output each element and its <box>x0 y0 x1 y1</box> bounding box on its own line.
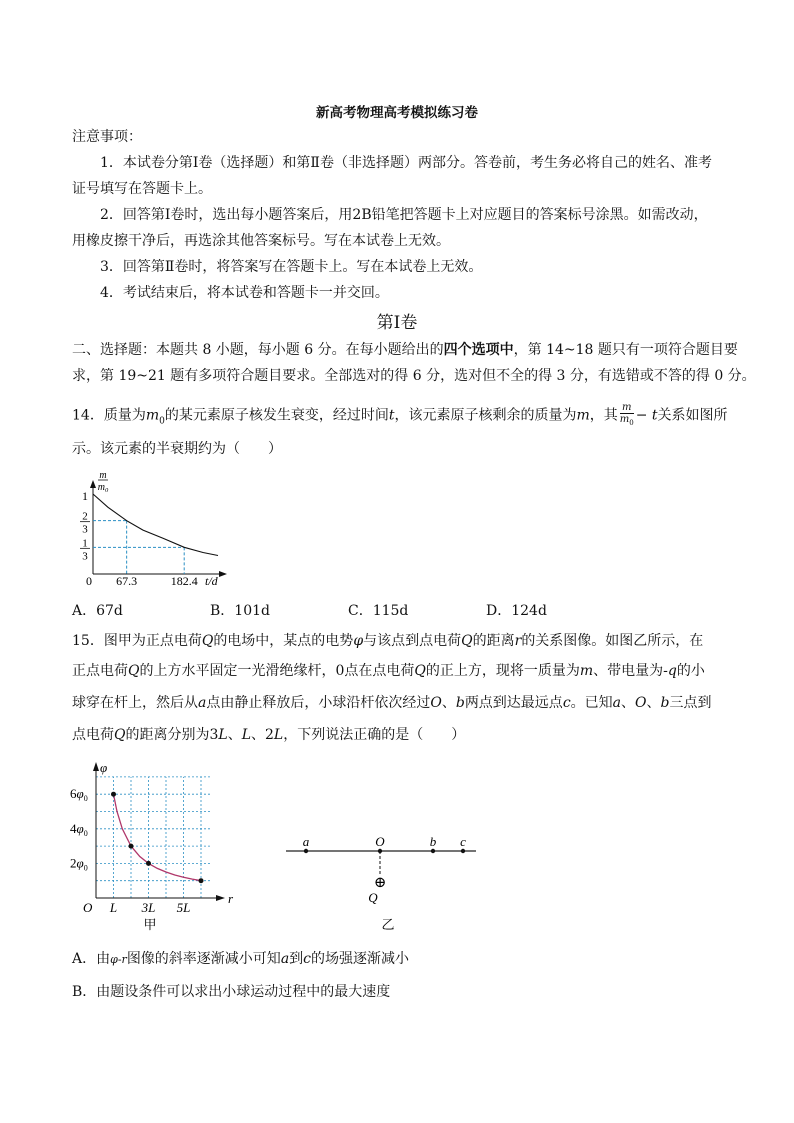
q15-optA-phi: φ <box>110 953 118 966</box>
q15-L: L <box>273 727 284 743</box>
notice-1b: 证号填写在答题卡上。 <box>72 181 212 197</box>
q15-a: a <box>198 695 207 711</box>
rod-point-label-b: b <box>429 834 437 849</box>
rod-point-label-c: c <box>460 834 466 849</box>
q15-option-b[interactable]: B．由题设条件可以求出小球运动过程中的最大速度 <box>72 984 391 1000</box>
y-tick-phi-1: φ <box>76 820 84 836</box>
q15-t3f: 、 <box>621 695 636 711</box>
q15-t3c: 、 <box>441 695 456 711</box>
q14-text-d: ，其 <box>589 407 618 424</box>
section-intro-bold: 四个选项中 <box>443 342 514 358</box>
origin-label: 0 <box>86 574 92 588</box>
q15-t1d: 的距离 <box>472 633 515 649</box>
q15-t2e: 的小 <box>676 663 705 679</box>
q15-t3b: 点由静止释放后，小球沿杆依次经过 <box>206 695 431 711</box>
q15-t2a: 正点电荷 <box>72 663 128 679</box>
y-tick-frac-1-3-num: 1 <box>82 537 88 550</box>
volume-title: 第Ⅰ卷 <box>376 313 418 333</box>
q14-m0-sub: 0 <box>159 416 165 427</box>
q15-t1b: 的电场中，某点的电势 <box>213 633 354 649</box>
q15-t4d: 、2 <box>251 727 274 743</box>
y-tick-coef-0: 6 <box>70 786 77 802</box>
q15-t4a: 点电荷 <box>72 727 114 743</box>
q14-stem-line2: 示。该元素的半衰期约为（ ） <box>72 441 282 457</box>
notice-1a: 1．本试卷分第Ⅰ卷（选择题）和第Ⅱ卷（非选择题）两部分。答卷前，考生务必将自己的姓名、准考 <box>100 155 712 171</box>
q14-text-c: ，该元素原子核剩余的质量为 <box>394 407 577 424</box>
notice-2b: 用橡皮擦干净后，再选涂其他答案标号。写在本试卷上无效。 <box>72 233 450 249</box>
q14-option-d[interactable]: D．124d <box>486 603 547 619</box>
q15-t3e: 。已知 <box>570 695 613 711</box>
y-tick-frac-2-3-den-main: 3 <box>82 523 88 536</box>
q15-O: O <box>635 695 647 711</box>
x-tick-label-2: 5L <box>176 900 191 915</box>
q15-Q: Q <box>201 633 214 649</box>
figure-caption-yi: 乙 <box>381 917 395 932</box>
q15-optA-d: 的场强逐渐减小 <box>311 951 410 967</box>
rod-point-label-O: O <box>375 834 385 849</box>
q14-m0: m <box>145 407 160 424</box>
q15-optA-c-var: c <box>303 951 312 967</box>
q14-dash-t: − t <box>635 407 658 424</box>
origin-label: O <box>83 900 93 915</box>
q15-Q: Q <box>461 633 473 649</box>
x-tick-label-0: L <box>109 900 118 915</box>
q15-t2b: 的上方水平固定一光滑绝缘杆，0点在点电荷 <box>139 663 415 679</box>
q15-t3g: 、 <box>646 695 661 711</box>
notice-3: 3．回答第Ⅱ卷时，将答案写在答题卡上。写在本试卷上无效。 <box>100 259 483 275</box>
positive-charge-icon: ⊕ <box>373 875 387 891</box>
y-tick-coef-2: 2 <box>70 855 77 871</box>
q15-Q: Q <box>114 727 126 743</box>
rod-point-b <box>431 849 435 853</box>
y-tick-sub-0: 0 <box>83 794 88 804</box>
q15-L: L <box>241 727 251 743</box>
q15-r: r <box>514 633 522 649</box>
q15-optA-dash: - <box>117 953 122 966</box>
x-tick-label-1: 182.4 <box>170 574 198 588</box>
q15-Q: Q <box>414 663 426 679</box>
y-axis-label-den-main: m <box>97 482 105 493</box>
rod-point-a <box>304 849 308 853</box>
q15-t4b: 的距离分别为3 <box>125 727 219 743</box>
y-tick-label-1: 1 <box>82 489 88 503</box>
y-tick-phi-0: φ <box>76 786 84 802</box>
q15-t3h: 三点到 <box>669 695 712 711</box>
q15-Q: Q <box>128 663 140 679</box>
q14-frac-den: m <box>619 414 630 425</box>
q15-m: m <box>579 663 594 679</box>
figure-caption-jia: 甲 <box>143 917 157 932</box>
q15-t1a: 15．图甲为正点电荷 <box>72 633 202 649</box>
section-intro-line2: 求，第 19~21 题有多项符合题目要求。全部选对的得 6 分，选对但不全的得 3 分，有选错或不答的得 0 分。 <box>72 368 756 384</box>
x-axis-label: t/d <box>205 574 218 588</box>
q14-option-a[interactable]: A．67d <box>72 603 123 619</box>
q14-text-a: 14．质量为 <box>72 407 146 424</box>
q14-frac-num: m <box>620 402 634 414</box>
q14-t: t <box>388 407 395 424</box>
q14-frac-den-sub: 0 <box>629 419 634 427</box>
q15-c: c <box>562 695 571 711</box>
notice-2a: 2．回答第Ⅰ卷时，选出每小题答案后，用2B铅笔把答题卡上对应题目的答案标号涂黑。如需改动， <box>100 207 708 223</box>
y-axis-label-den-sub: 0 <box>104 487 109 494</box>
paper-title: 新高考物理高考模拟练习卷 <box>316 105 478 121</box>
q15-t2c: 的正上方，现将一质量为 <box>425 663 580 679</box>
q15-t2d: 、带电量为- <box>593 663 668 679</box>
y-tick-sub-1: 0 <box>83 828 88 838</box>
y-tick-phi-2: φ <box>76 855 84 871</box>
y-axis-label-num: m <box>99 470 107 481</box>
q15-t3a: 球穿在杆上，然后从 <box>72 695 198 711</box>
q15-t4c: 、 <box>227 727 242 743</box>
q15-t3d: 两点到达最远点 <box>464 695 563 711</box>
rod-point-label-a: a <box>302 834 310 849</box>
section-intro-pre: 二、选择题：本题共 8 小题，每小题 6 分。在每小题给出的 <box>72 342 444 358</box>
q15-option-a[interactable] <box>72 950 409 969</box>
q15-optA-a: A．由 <box>72 951 111 967</box>
q15-t4e: ，下列说法正确的是（ ） <box>283 727 466 743</box>
q15-b: b <box>455 695 465 711</box>
x-axis-label: r <box>228 891 234 906</box>
notice-4: 4．考试结束后，将本试卷和答题卡一并交回。 <box>100 285 389 301</box>
y-tick-coef-1: 4 <box>70 820 77 836</box>
q15-a: a <box>612 695 622 711</box>
y-axis-label: φ <box>100 760 108 775</box>
q15-b: b <box>660 695 670 711</box>
q15-optA-c: 到 <box>289 951 304 967</box>
q14-text-b: 的某元素原子核发生衰变，经过时间 <box>164 407 389 424</box>
q15-optA-b: 图像的斜率逐渐减小可知 <box>126 951 281 967</box>
q14-option-c[interactable]: C．115d <box>348 603 409 619</box>
q15-O: O <box>430 695 442 711</box>
x-tick-label-1: 3L <box>141 900 156 915</box>
q14-m: m <box>576 407 590 424</box>
q15-t1e: 的关系图像。如图乙所示，在 <box>521 633 704 649</box>
x-tick-label-0: 67.3 <box>116 574 138 588</box>
y-tick-frac-2-3-num: 2 <box>82 510 88 523</box>
charge-label-Q: Q <box>368 890 378 905</box>
q15-phi: φ <box>353 633 364 649</box>
q15-t1c: 与该点到点电荷 <box>363 633 462 649</box>
rod-point-c <box>461 849 465 853</box>
y-tick-frac-1-3-den-main: 3 <box>82 550 88 563</box>
y-tick-sub-2: 0 <box>83 863 88 873</box>
q15-optA-r: r <box>121 953 127 966</box>
q15-L: L <box>218 727 228 743</box>
q15-q: q <box>667 663 677 679</box>
section-intro-post: ，第 14~18 题只有一项符合题目要 <box>513 342 738 358</box>
q14-option-b[interactable]: B．101d <box>210 603 270 619</box>
q14-text-e: 关系如图所 <box>657 407 728 424</box>
notice-heading: 注意事项： <box>72 129 142 145</box>
q15-optA-a-var: a <box>280 951 290 967</box>
